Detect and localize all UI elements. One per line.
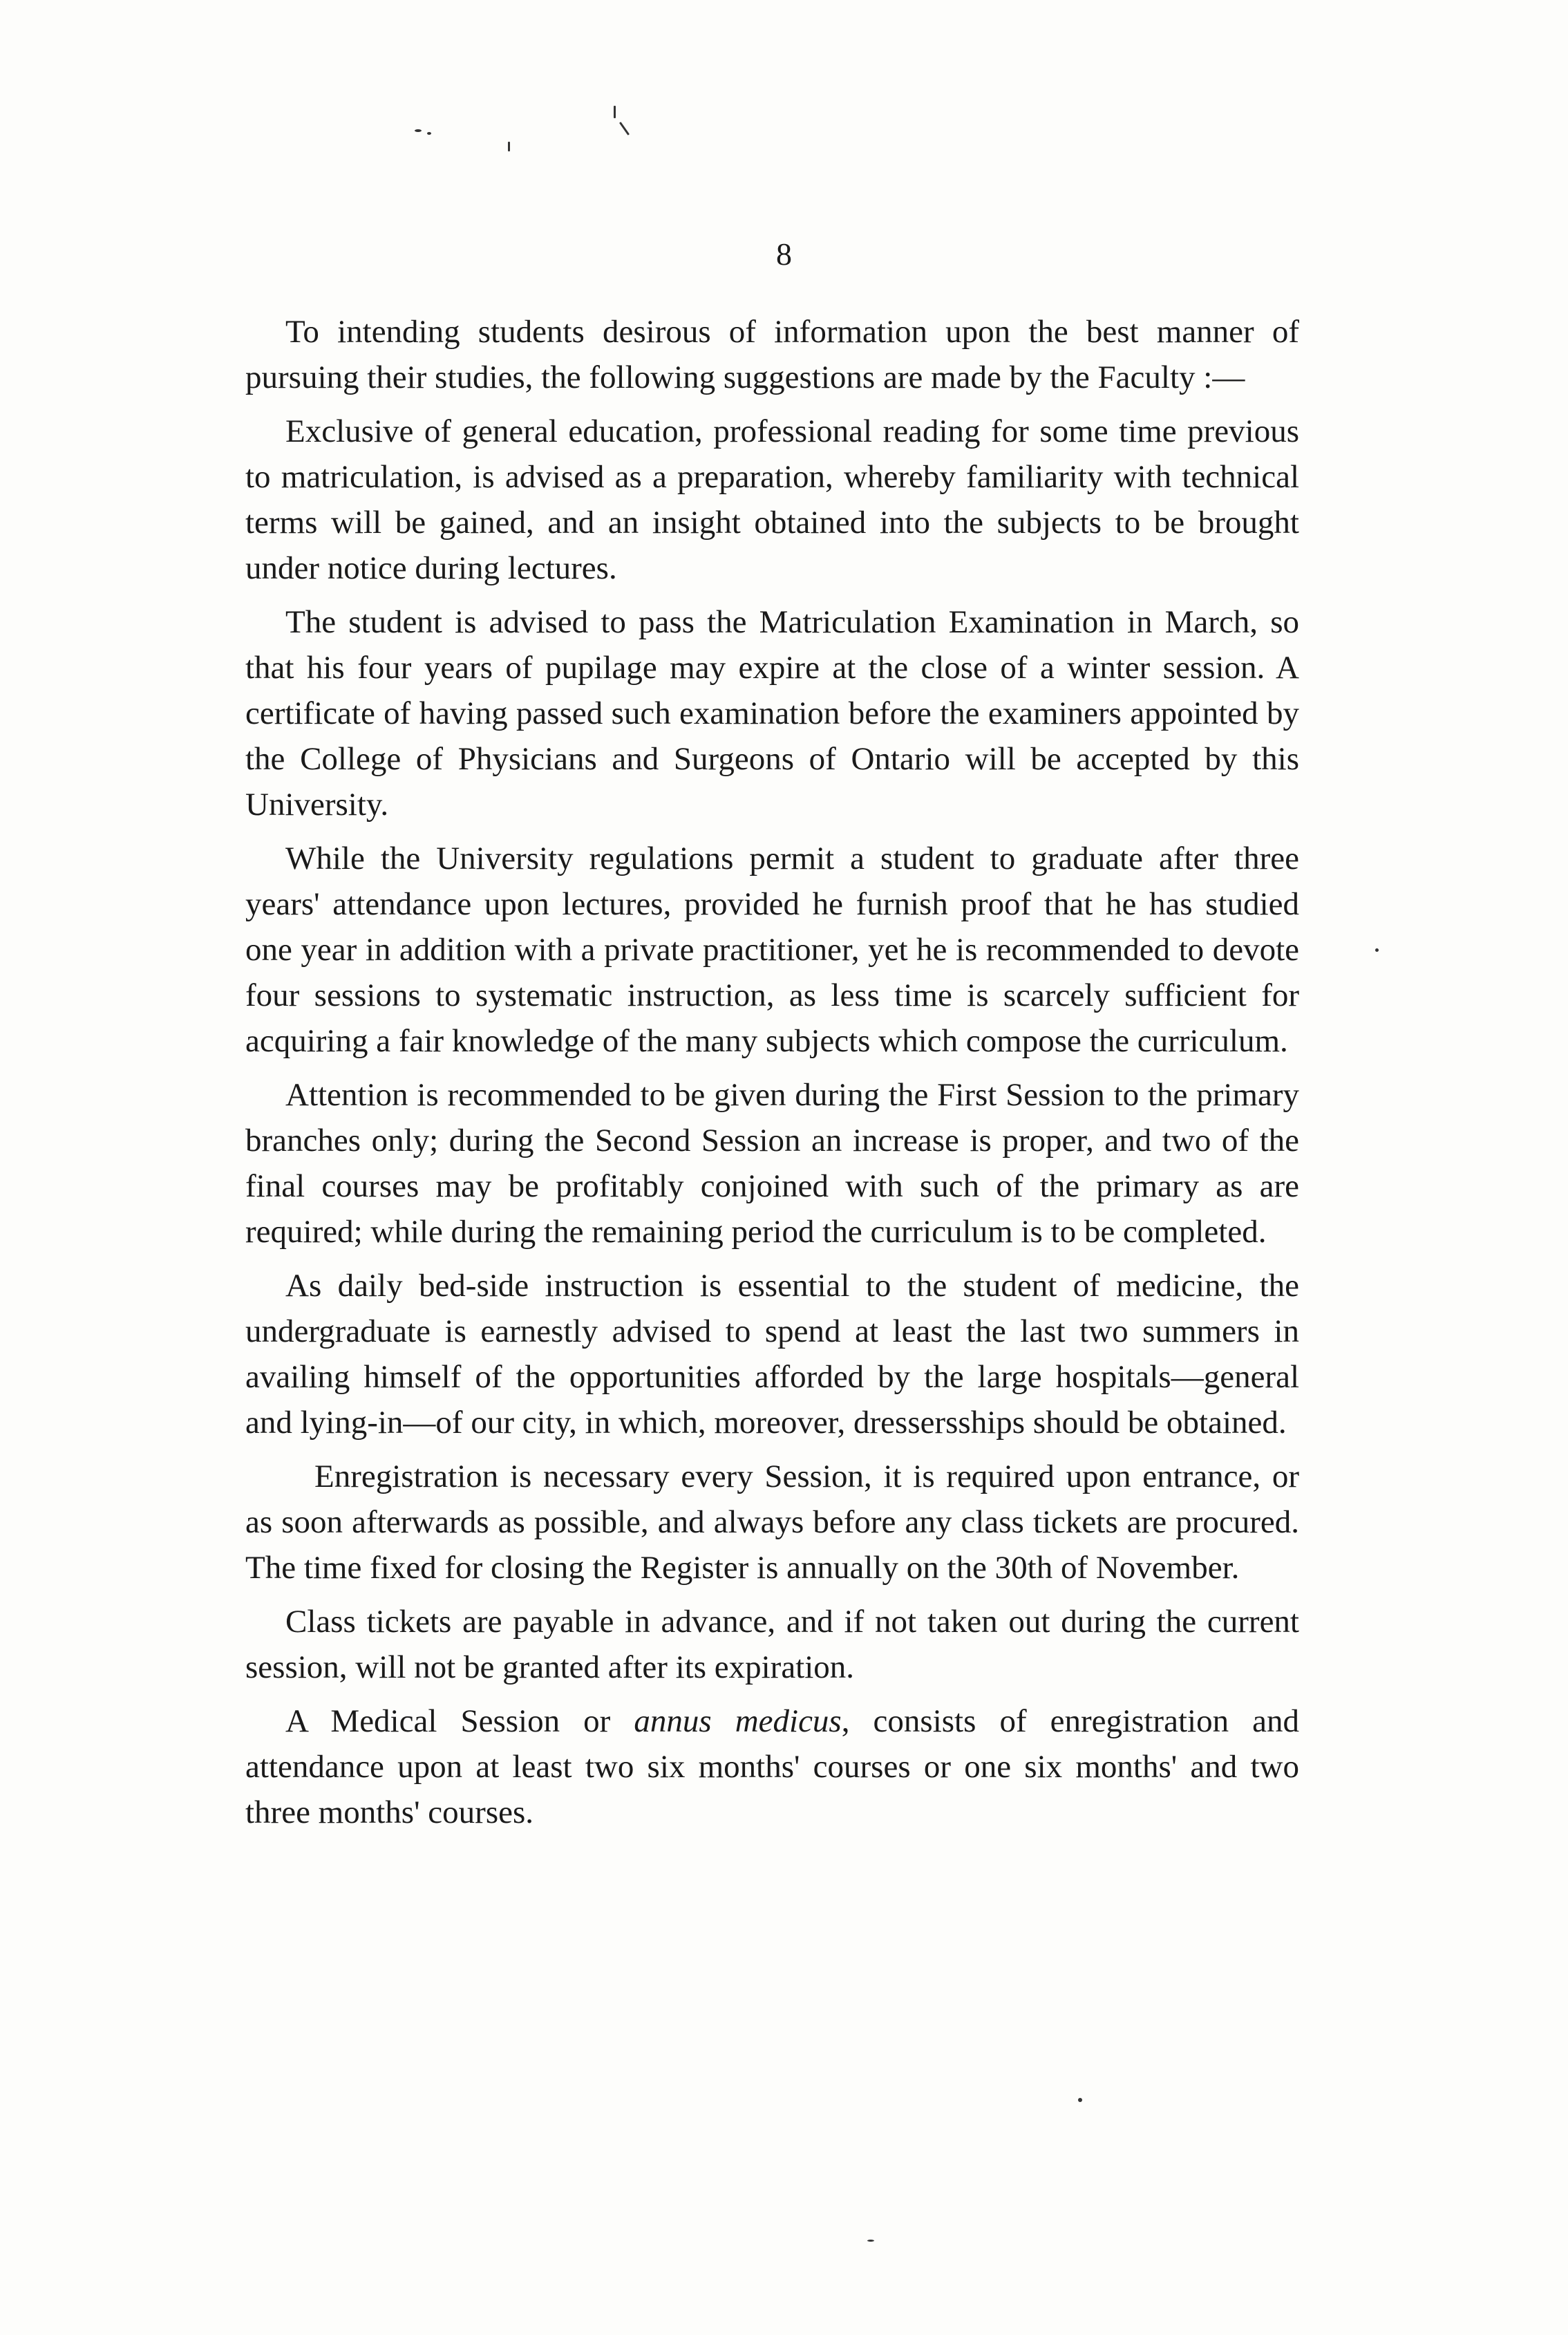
paragraph-exclusive-education: Exclusive of general education, professional reading for some time previous to matriculation, is advised as a preparation, whereby familiarity with technical terms will be gained, and an insight obtained into the subjects to be brought under notice during lectures. — [245, 413, 1299, 586]
paragraph-enregistration: Enregistration is necessary every Session, it is required upon entrance, or as soon afterwards as possible, and always before any class tickets are procured. The time fixed for closing the Register is annually on the 30th of November. — [245, 1459, 1299, 1586]
scan-speck — [427, 132, 431, 135]
medical-session-text-before: A Medical Session or — [285, 1703, 634, 1739]
paragraph-class-tickets: Class tickets are payable in advance, and if not taken out during the current session, will not be granted after its expiration. — [245, 1604, 1299, 1685]
body-text — [245, 309, 1299, 1844]
paragraph-bedside-instruction: As daily bed-side instruction is essential to the student of medicine, the undergraduate is earnestly advised to spend at least the last two summers in availing himself of the opportunities afforded by the large hospitals—general and lying-in—of our city, in which, moreover, dressersships should be obtained. — [245, 1268, 1299, 1441]
paragraph-matriculation: The student is advised to pass the Matriculation Examination in March, so that his four years of pupilage may expire at the close of a winter session. A certificate of having passed such examination before the examiners appointed by the College of Physicians and Surgeons of Ontario will be accepted by this University. — [245, 604, 1299, 823]
scan-speck — [867, 2240, 874, 2242]
scan-speck — [1375, 948, 1379, 952]
paragraph-faculty-intro: To intending students desirous of information upon the best manner of pursuing their studies, the following suggestions are made by the Faculty :— — [245, 314, 1299, 395]
scan-speck — [614, 106, 616, 118]
scan-speck — [1078, 2098, 1082, 2102]
scan-speck — [508, 142, 510, 151]
paragraph-medical-session — [245, 1698, 1299, 1835]
paragraph-attention-sessions: Attention is recommended to be given during the First Session to the primary branches only; during the Second Session an increase is proper, and two of the final courses may be profitably conjoined with such of the primary as are required; while during the remaining period the curriculum is to be completed. — [245, 1077, 1299, 1250]
page-number: 8 — [776, 236, 792, 272]
scan-speck — [415, 129, 422, 132]
medical-session-text-after: , consists of enregistration and attendance upon at least two six months' courses or one six months' and two three months' courses. — [245, 1703, 1299, 1830]
paragraph-university-regulations: While the University regulations permit a student to graduate after three years' attendance upon lectures, provided he furnish proof that he has studied one year in addition with a private practitioner, yet he is recommended to devote four sessions to systematic instruction, as less time is scarcely sufficient for acquiring a fair knowledge of the many subjects which compose the curriculum. — [245, 841, 1299, 1059]
scan-speck — [619, 122, 630, 135]
annus-medicus-italic: annus medicus — [634, 1703, 842, 1739]
